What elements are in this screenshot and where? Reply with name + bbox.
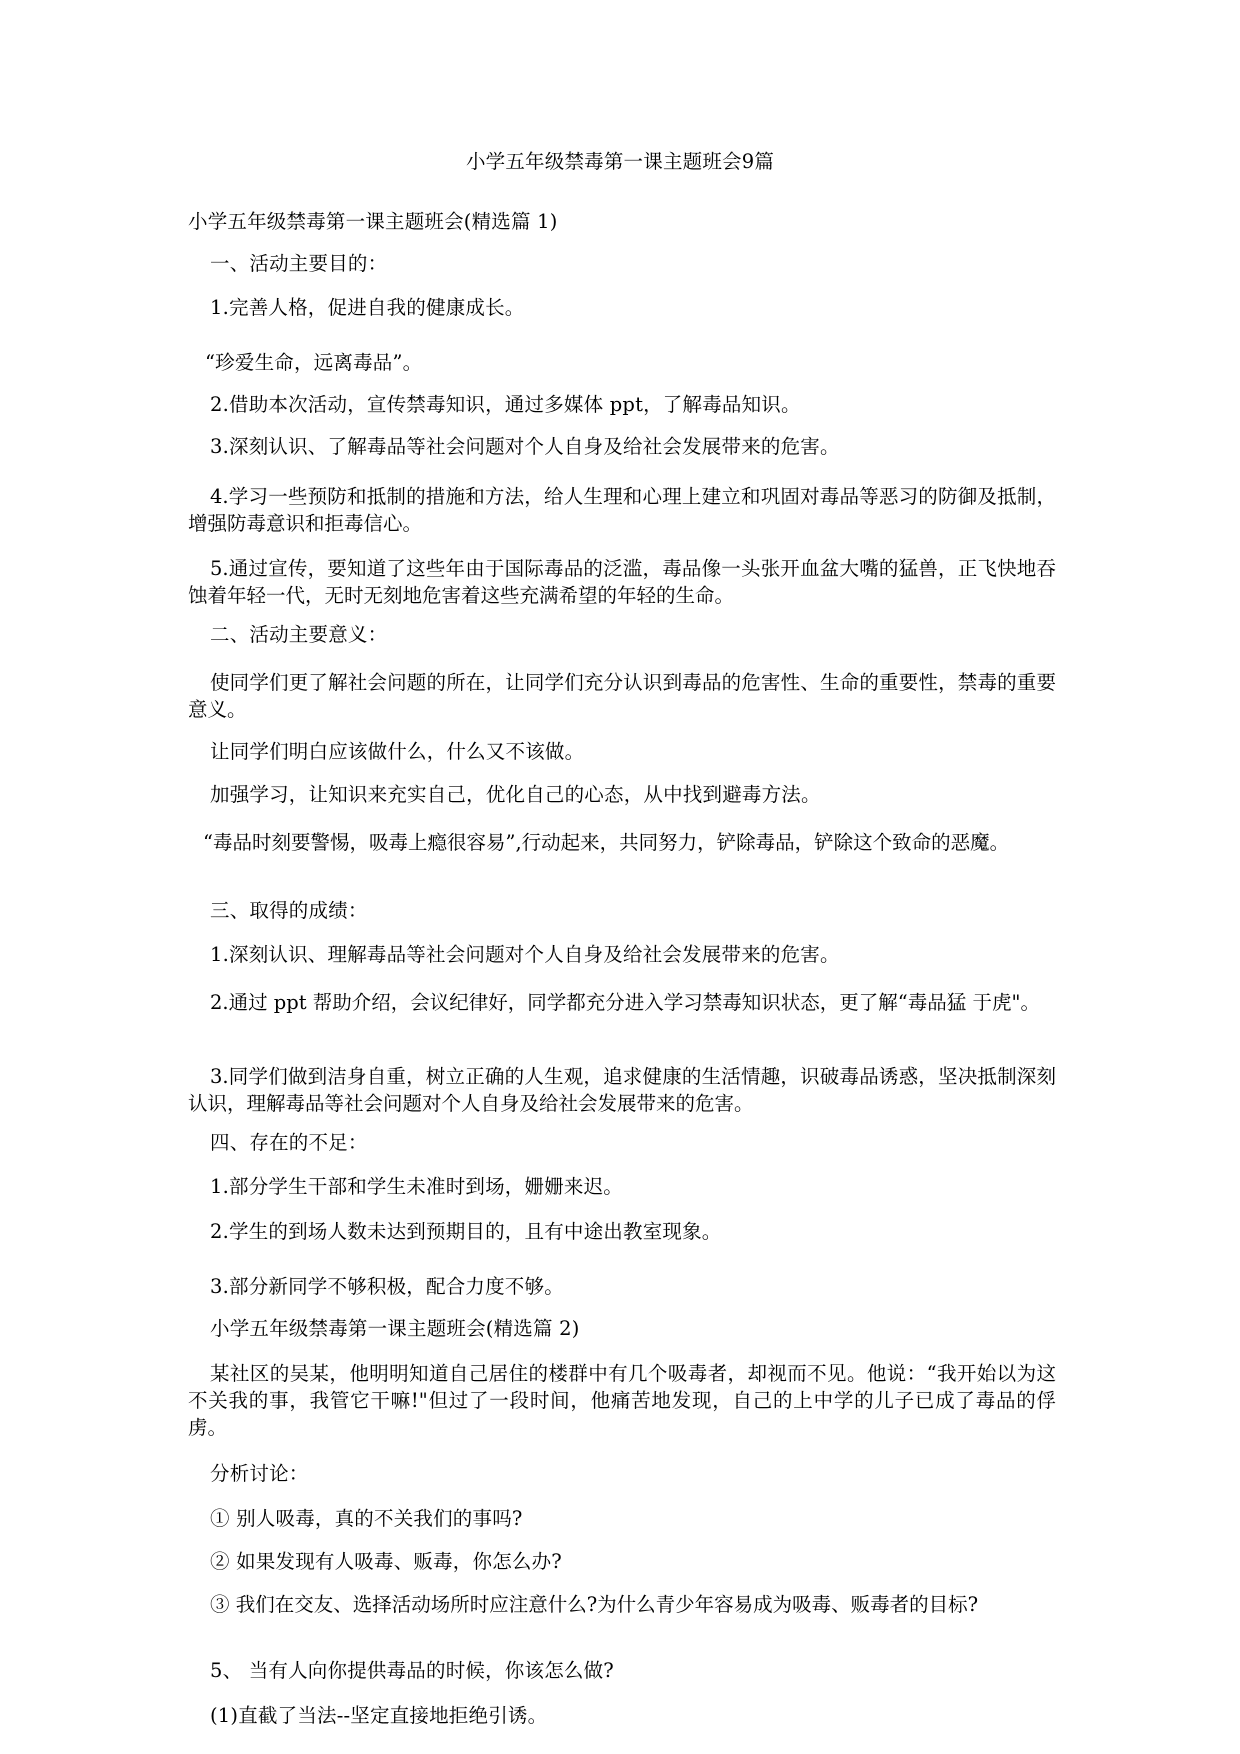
question-3: ③ 我们在交友、选择活动场所时应注意什么?为什么青少年容易成为吸毒、贩毒者的目标? (210, 1593, 979, 1616)
goal-4: 4.学习一些预防和抵制的措施和方法，给人生理和心理上建立和巩固对毒品等恶习的防御及抵制，增强防毒意识和拒毒信心。 (188, 485, 1056, 535)
meaning-3: 加强学习，让知识来充实自己，优化自己的心态，从中找到避毒方法。 (210, 783, 821, 806)
result-2: 2.通过 ppt 帮助介绍，会议纪律好，同学都充分进入学习禁毒知识状态，更了解“毒品猛 于虎"。 (210, 991, 1040, 1014)
meaning-2: 让同学们明白应该做什么，什么又不该做。 (210, 740, 585, 763)
slogan: “珍爱生命，远离毒品”。 (205, 351, 423, 374)
section-heading-1: 小学五年级禁毒第一课主题班会(精选篇 1) (188, 210, 558, 233)
question-2: ② 如果发现有人吸毒、贩毒，你怎么办? (210, 1550, 562, 1573)
shortcoming-1: 1.部分学生干部和学生未准时到场，姗姗来迟。 (210, 1175, 624, 1198)
goal-1: 1.完善人格，促进自我的健康成长。 (210, 296, 525, 319)
document-title: 小学五年级禁毒第一课主题班会9篇 (465, 150, 775, 173)
goal-3: 3.深刻认识、了解毒品等社会问题对个人自身及给社会发展带来的危害。 (210, 435, 840, 458)
question-5: 5、 当有人向你提供毒品的时候，你该怎么做? (210, 1659, 614, 1682)
goal-2: 2.借助本次活动，宣传禁毒知识，通过多媒体 ppt，了解毒品知识。 (210, 393, 801, 416)
section-heading-2: 小学五年级禁毒第一课主题班会(精选篇 2) (210, 1317, 580, 1340)
heading-results: 三、取得的成绩： (210, 899, 368, 922)
question-1: ① 别人吸毒，真的不关我们的事吗? (210, 1507, 523, 1530)
case-paragraph: 某社区的吴某，他明明知道自己居住的楼群中有几个吸毒者，却视而不见。他说：“我开始以为这不关我的事，我管它干嘛!"但过了一段时间，他痛苦地发现，自己的上中学的儿子已成了毒品的俘虏。 (188, 1362, 1056, 1439)
shortcoming-3: 3.部分新同学不够积极，配合力度不够。 (210, 1275, 564, 1298)
heading-shortcomings: 四、存在的不足： (210, 1131, 368, 1154)
result-1: 1.深刻认识、理解毒品等社会问题对个人自身及给社会发展带来的危害。 (210, 943, 840, 966)
goal-5: 5.通过宣传，要知道了这些年由于国际毒品的泛滥，毒品像一头张开血盆大嘴的猛兽，正飞快地吞蚀着年轻一代，无时无刻地危害着这些充满希望的年轻的生命。 (188, 557, 1056, 607)
heading-meaning: 二、活动主要意义： (210, 623, 388, 646)
meaning-1: 使同学们更了解社会问题的所在，让同学们充分认识到毒品的危害性、生命的重要性，禁毒的重要意义。 (188, 671, 1056, 721)
answer-1: (1)直截了当法--坚定直接地拒绝引诱。 (210, 1704, 548, 1727)
meaning-4: “毒品时刻要警惕，吸毒上瘾很容易”,行动起来，共同努力，铲除毒品，铲除这个致命的恶魔。 (203, 831, 1010, 854)
heading-goals: 一、活动主要目的： (210, 252, 388, 275)
discussion-label: 分析讨论： (210, 1462, 309, 1485)
shortcoming-2: 2.学生的到场人数未达到预期目的，且有中途出教室现象。 (210, 1220, 722, 1243)
result-3: 3.同学们做到洁身自重，树立正确的人生观，追求健康的生活情趣，识破毒品诱惑，坚决抵制深刻认识，理解毒品等社会问题对个人自身及给社会发展带来的危害。 (188, 1065, 1056, 1115)
